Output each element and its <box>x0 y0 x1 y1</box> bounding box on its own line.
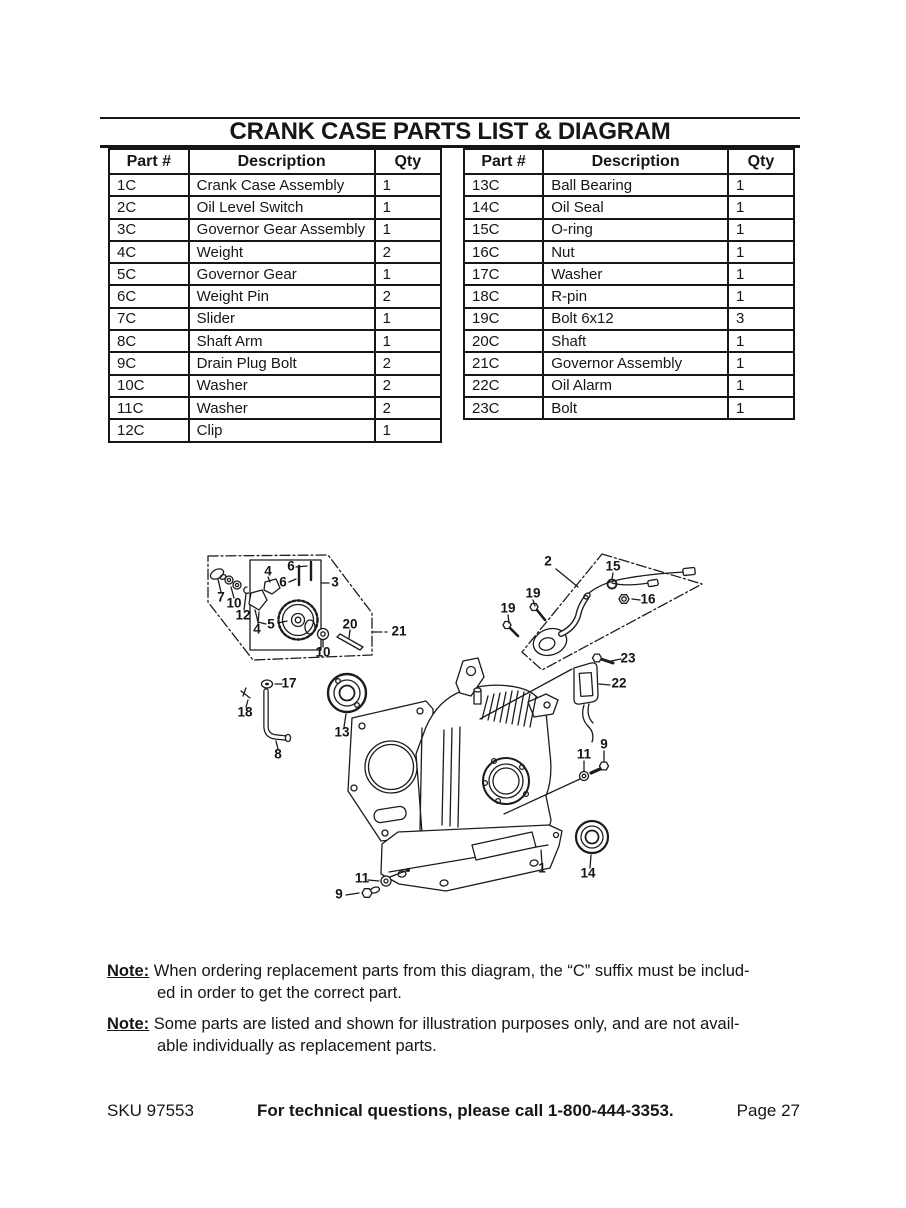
table-header-row <box>109 149 441 174</box>
cell-desc: Shaft <box>543 330 728 352</box>
cell-desc: Ball Bearing <box>543 174 728 196</box>
diagram-callout-9: 9 <box>600 736 608 752</box>
cell-qty: 1 <box>728 196 794 218</box>
cell-part: 5C <box>109 263 189 285</box>
diagram-callout-17: 17 <box>281 675 297 691</box>
diagram-callout-7: 7 <box>217 589 225 605</box>
cell-qty: 3 <box>728 308 794 330</box>
diagram-callout-4: 4 <box>264 563 272 579</box>
diagram-callout-19: 19 <box>500 600 516 616</box>
cell-part: 22C <box>464 375 543 397</box>
cell-qty: 1 <box>375 263 441 285</box>
cell-qty: 1 <box>728 397 794 419</box>
cell-qty: 1 <box>728 219 794 241</box>
table-row <box>464 219 794 241</box>
cell-desc: Clip <box>189 419 375 441</box>
table-row <box>464 330 794 352</box>
shaft-arm <box>266 691 291 749</box>
cell-part: 4C <box>109 241 189 263</box>
cell-part: 23C <box>464 397 543 419</box>
table-row <box>109 263 441 285</box>
technical-questions-phone: For technical questions, please call 1-800-444-3353. <box>256 1101 674 1120</box>
cell-qty: 1 <box>375 196 441 218</box>
diagram-callout-1: 1 <box>538 860 546 876</box>
header-qty: Qty <box>728 149 794 174</box>
cell-part: 2C <box>109 196 189 218</box>
note-text: able individually as replacement parts. <box>157 1037 437 1055</box>
note-text: Some parts are listed and shown for illustration purposes only, and are not avail- <box>153 1015 740 1033</box>
cell-qty: 1 <box>375 330 441 352</box>
cell-desc: Bolt <box>543 397 728 419</box>
cell-part: 20C <box>464 330 543 352</box>
cell-qty: 1 <box>728 352 794 374</box>
parts-table-right <box>463 148 795 420</box>
table-row <box>109 241 441 263</box>
table-row <box>109 419 441 441</box>
note-text: When ordering replacement parts from this diagram, the “C” suffix must be includ- <box>153 962 750 980</box>
diagram-callout-10: 10 <box>226 595 242 611</box>
diagram-callout-12: 12 <box>235 607 251 623</box>
crank-case-exploded-diagram <box>100 530 810 920</box>
governor-gear <box>279 601 318 640</box>
diagram-callout-2: 2 <box>544 553 552 569</box>
table-row <box>464 241 794 263</box>
diagram-callout-21: 21 <box>391 623 407 639</box>
cell-qty: 1 <box>375 219 441 241</box>
note-illustration <box>107 1013 807 1057</box>
diagram-callout-16: 16 <box>640 591 656 607</box>
diagram-callout-22: 22 <box>611 675 627 691</box>
note-label: Note: <box>107 1015 150 1033</box>
page-footer <box>107 1101 800 1121</box>
cell-desc: Weight Pin <box>189 285 375 307</box>
cell-desc: Nut <box>543 241 728 263</box>
cell-part: 12C <box>109 419 189 441</box>
diagram-callout-8: 8 <box>274 746 282 762</box>
cell-desc: Washer <box>543 263 728 285</box>
parts-table-left <box>108 148 442 443</box>
cell-desc: Oil Level Switch <box>189 196 375 218</box>
cell-part: 11C <box>109 397 189 419</box>
table-row <box>464 375 794 397</box>
header-qty: Qty <box>375 149 441 174</box>
table-row <box>109 308 441 330</box>
table-row <box>464 174 794 196</box>
header-part: Part # <box>109 149 189 174</box>
cell-qty: 1 <box>375 308 441 330</box>
table-row <box>464 285 794 307</box>
o-ring <box>608 573 617 589</box>
cell-part: 16C <box>464 241 543 263</box>
oil-seal <box>576 821 608 868</box>
notes-section <box>107 960 807 1066</box>
cell-desc: Washer <box>189 397 375 419</box>
diagram-callout-19: 19 <box>525 585 541 601</box>
page-number: Page 27 <box>736 1101 800 1120</box>
cell-part: 21C <box>464 352 543 374</box>
cell-desc: R-pin <box>543 285 728 307</box>
table-row <box>109 196 441 218</box>
weight-pins <box>299 562 311 585</box>
diagram-callout-11: 11 <box>576 746 592 762</box>
table-row <box>109 219 441 241</box>
cell-desc: Shaft Arm <box>189 330 375 352</box>
cell-desc: Weight <box>189 241 375 263</box>
cell-part: 17C <box>464 263 543 285</box>
cell-part: 6C <box>109 285 189 307</box>
cell-desc: Crank Case Assembly <box>189 174 375 196</box>
cell-desc: Governor Gear <box>189 263 375 285</box>
cell-qty: 2 <box>375 397 441 419</box>
cell-qty: 2 <box>375 352 441 374</box>
cell-desc: Washer <box>189 375 375 397</box>
diagram-callout-14: 14 <box>580 865 596 881</box>
sku-label: SKU 97553 <box>107 1101 194 1120</box>
diagram-callout-18: 18 <box>237 704 253 720</box>
cell-desc: O-ring <box>543 219 728 241</box>
table-row <box>464 263 794 285</box>
table-row <box>109 174 441 196</box>
header-part: Part # <box>464 149 543 174</box>
table-row <box>109 397 441 419</box>
cell-qty: 1 <box>728 174 794 196</box>
cell-part: 10C <box>109 375 189 397</box>
slider-washers-clip <box>209 567 249 594</box>
cell-qty: 2 <box>375 241 441 263</box>
diagram-callout-6: 6 <box>287 558 295 574</box>
diagram-callout-23: 23 <box>620 650 636 666</box>
diagram-callout-5: 5 <box>267 616 275 632</box>
table-row <box>109 285 441 307</box>
nut <box>619 595 640 604</box>
header-description: Description <box>543 149 728 174</box>
cell-part: 3C <box>109 219 189 241</box>
cell-part: 9C <box>109 352 189 374</box>
cell-part: 8C <box>109 330 189 352</box>
table-row <box>109 352 441 374</box>
cell-desc: Bolt 6x12 <box>543 308 728 330</box>
cell-part: 19C <box>464 308 543 330</box>
bolt-23 <box>593 654 622 663</box>
table-row <box>464 352 794 374</box>
diagram-callout-11: 11 <box>354 870 370 886</box>
diagram-callout-10: 10 <box>315 644 331 660</box>
table-row <box>464 397 794 419</box>
cell-qty: 2 <box>375 375 441 397</box>
cell-qty: 1 <box>375 174 441 196</box>
cell-desc: Oil Alarm <box>543 375 728 397</box>
cell-qty: 1 <box>728 375 794 397</box>
cell-qty: 1 <box>375 419 441 441</box>
cell-part: 1C <box>109 174 189 196</box>
governor-weights <box>249 579 280 624</box>
table-row <box>464 308 794 330</box>
cell-qty: 1 <box>728 285 794 307</box>
table-row <box>464 196 794 218</box>
note-ordering <box>107 960 807 1004</box>
page-title: CRANK CASE PARTS LIST & DIAGRAM <box>100 119 800 148</box>
diagram-callout-15: 15 <box>605 558 621 574</box>
cell-desc: Oil Seal <box>543 196 728 218</box>
cell-part: 15C <box>464 219 543 241</box>
diagram-callout-13: 13 <box>334 724 350 740</box>
cell-qty: 1 <box>728 263 794 285</box>
cell-desc: Slider <box>189 308 375 330</box>
diagram-callout-6: 6 <box>279 574 287 590</box>
cell-qty: 1 <box>728 241 794 263</box>
table-row <box>109 375 441 397</box>
table-row <box>109 330 441 352</box>
note-label: Note: <box>107 962 150 980</box>
cell-part: 13C <box>464 174 543 196</box>
cell-desc: Drain Plug Bolt <box>189 352 375 374</box>
cell-part: 7C <box>109 308 189 330</box>
cell-part: 18C <box>464 285 543 307</box>
cell-qty: 1 <box>728 330 794 352</box>
table-header-row <box>464 149 794 174</box>
diagram-callout-9: 9 <box>335 886 343 902</box>
header-description: Description <box>189 149 375 174</box>
cell-part: 14C <box>464 196 543 218</box>
diagram-callout-3: 3 <box>331 574 339 590</box>
cell-qty: 2 <box>375 285 441 307</box>
diagram-callout-4: 4 <box>253 621 261 637</box>
diagram-callout-20: 20 <box>342 616 358 632</box>
note-text: ed in order to get the correct part. <box>157 984 402 1002</box>
cell-desc: Governor Gear Assembly <box>189 219 375 241</box>
cell-desc: Governor Assembly <box>543 352 728 374</box>
washer-17 <box>262 680 283 688</box>
